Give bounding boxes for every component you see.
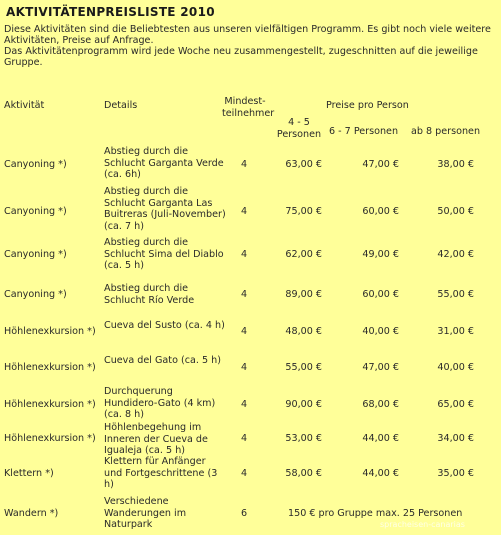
price-cell-8: 31,00 € [437, 326, 474, 337]
activity-cell: Canyoning *) [4, 289, 67, 300]
price-cell-8: 34,00 € [437, 433, 474, 444]
price-cell-4-5: 58,00 € [285, 468, 322, 479]
min-participants-cell: 4 [240, 159, 248, 170]
activity-cell: Canyoning *) [4, 159, 67, 170]
intro-line: Das Aktivitätenprogramm wird jede Woche neu zusammengestellt, zugeschnitten auf die jeweilige [4, 46, 478, 57]
price-cell-4-5: 55,00 € [285, 362, 322, 373]
price-cell-6-7: 49,00 € [362, 249, 399, 260]
intro-line: Gruppe. [4, 57, 43, 68]
details-cell: Cueva del Susto (ca. 4 h) [104, 320, 225, 331]
activity-cell: Klettern *) [4, 468, 54, 479]
activity-cell: Höhlenexkursion *) [4, 433, 96, 444]
price-cell-4-5: 89,00 € [285, 289, 322, 300]
price-cell-6-7: 47,00 € [362, 159, 399, 170]
intro-line: Diese Aktivitäten sind die Beliebtesten aus unseren vielfältigen Programm. Es gibt noch viele weitere [4, 24, 491, 35]
price-cell-8: 35,00 € [437, 468, 474, 479]
price-cell-8: 50,00 € [437, 206, 474, 217]
page-title: AKTIVITÄTENPREISLISTE 2010 [6, 5, 215, 19]
details-cell: Klettern für Anfänger und Fortgeschrittene (3 h) [104, 456, 218, 490]
details-cell: Abstieg durch die Schlucht Garganta Las Buitreras (Juli-November) (ca. 7 h) [104, 186, 226, 232]
min-participants-cell: 4 [240, 399, 248, 410]
activity-cell: Höhlenexkursion *) [4, 399, 96, 410]
min-participants-cell: 4 [240, 326, 248, 337]
header-price-6-7: 6 - 7 Personen [329, 126, 399, 137]
min-participants-cell: 4 [240, 289, 248, 300]
header-activity: Aktivität [4, 100, 45, 111]
header-min-participants [222, 96, 275, 119]
details-cell: Abstieg durch die Schlucht Garganta Verde (ca. 6h) [104, 146, 224, 180]
details-cell: Abstieg durch die Schlucht Sima del Diablo (ca. 5 h) [104, 237, 224, 271]
activity-cell: Canyoning *) [4, 249, 67, 260]
price-cell-6-7: 47,00 € [362, 362, 399, 373]
price-cell-6-7: 68,00 € [362, 399, 399, 410]
details-cell: Abstieg durch die Schlucht Río Verde [104, 283, 195, 306]
price-cell-6-7: 40,00 € [362, 326, 399, 337]
activity-cell: Höhlenexkursion *) [4, 326, 96, 337]
header-price-8: ab 8 personen [411, 126, 481, 137]
group-price-cell: 150 € pro Gruppe max. 25 Personen [288, 508, 463, 519]
min-participants-cell: 6 [240, 508, 248, 519]
price-cell-6-7: 60,00 € [362, 289, 399, 300]
price-cell-4-5: 90,00 € [285, 399, 322, 410]
price-cell-4-5: 53,00 € [285, 433, 322, 444]
header-price-4-5 [274, 117, 324, 140]
price-cell-4-5: 75,00 € [285, 206, 322, 217]
header-p1-line1: 4 - 5 [288, 117, 310, 128]
details-cell: Höhlenbegehung im Inneren der Cueva de Igualeja (ca. 5 h) [104, 422, 208, 456]
min-participants-cell: 4 [240, 468, 248, 479]
details-cell: Verschiedene Wanderungen im Naturpark [104, 496, 187, 530]
header-min-line2: teilnehmer [222, 107, 275, 119]
activity-cell: Wandern *) [4, 508, 59, 519]
price-cell-6-7: 60,00 € [362, 206, 399, 217]
intro-line: Aktivitäten, Preise auf Anfrage. [4, 35, 154, 46]
price-cell-6-7: 44,00 € [362, 433, 399, 444]
watermark: spracheisen-canarias [380, 520, 465, 529]
header-details: Details [104, 100, 138, 111]
price-cell-8: 40,00 € [437, 362, 474, 373]
price-cell-4-5: 48,00 € [285, 326, 322, 337]
price-cell-4-5: 63,00 € [285, 159, 322, 170]
activity-cell: Höhlenexkursion *) [4, 362, 96, 373]
min-participants-cell: 4 [240, 206, 248, 217]
price-cell-8: 65,00 € [437, 399, 474, 410]
min-participants-cell: 4 [240, 249, 248, 260]
min-participants-cell: 4 [240, 362, 248, 373]
activity-cell: Canyoning *) [4, 206, 67, 217]
details-cell: Cueva del Gato (ca. 5 h) [104, 355, 221, 366]
header-p1-line2: Personen [276, 128, 322, 140]
price-cell-6-7: 44,00 € [362, 468, 399, 479]
price-cell-8: 38,00 € [437, 159, 474, 170]
header-min-line1: Mindest- [224, 96, 266, 107]
intro-text [4, 24, 499, 68]
header-prices: Preise pro Person [326, 100, 409, 111]
details-cell: Durchquerung Hundidero-Gato (4 km) (ca. 8 h) [104, 386, 216, 420]
price-cell-4-5: 62,00 € [285, 249, 322, 260]
price-cell-8: 55,00 € [437, 289, 474, 300]
price-cell-8: 42,00 € [437, 249, 474, 260]
min-participants-cell: 4 [240, 433, 248, 444]
